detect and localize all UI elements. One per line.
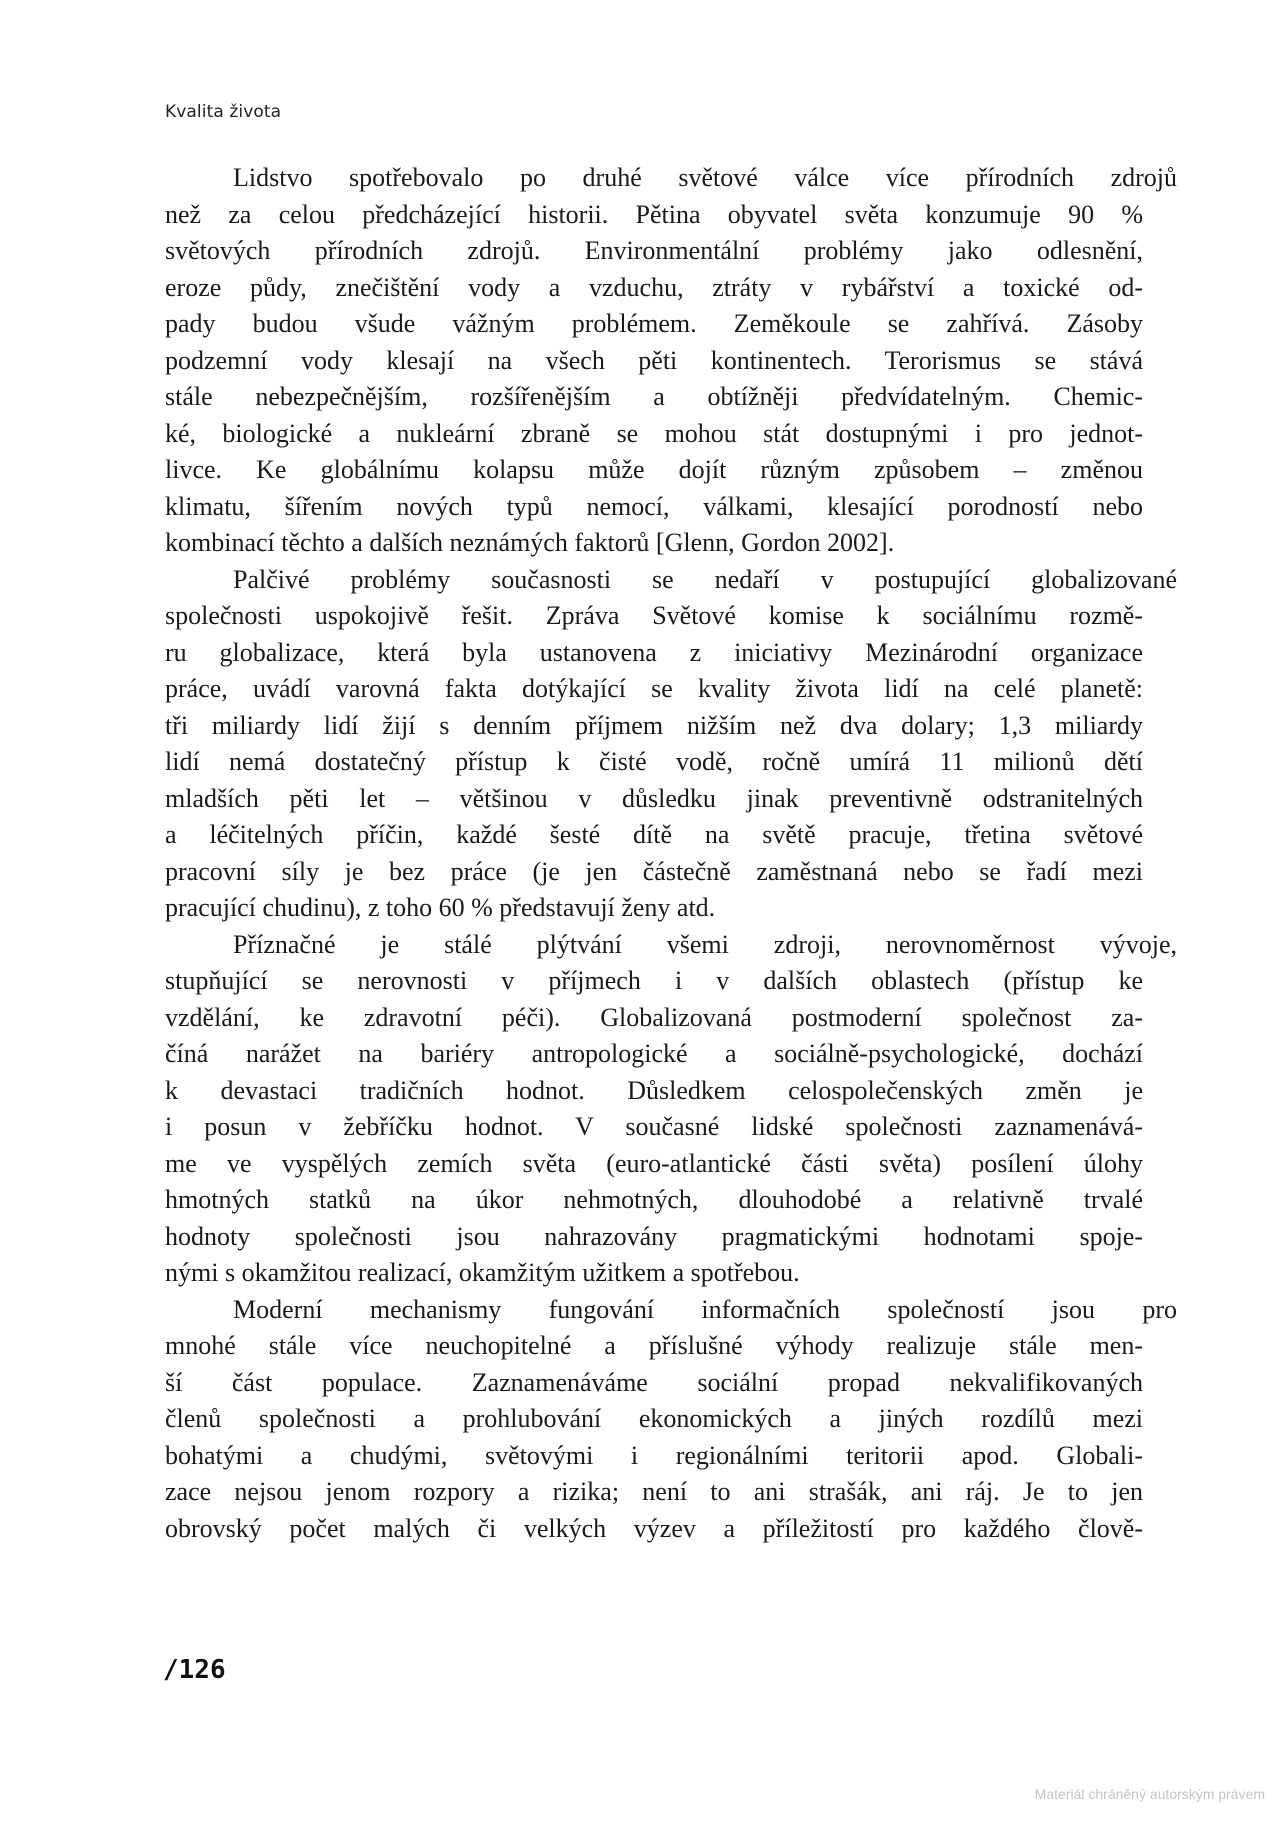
text-line: pady budou všude vážným problémem. Zeměkoule se zahřívá. Zásoby <box>165 309 1143 338</box>
text-line: obrovský počet malých či velkých výzev a příležitostí pro každého člově- <box>165 1513 1143 1543</box>
copyright-watermark: Materiál chráněný autorským právem <box>1034 1786 1265 1802</box>
body-text <box>165 160 1177 1547</box>
text-line: pracující chudinu), z toho 60 % představují ženy atd. <box>165 893 716 922</box>
paragraph-2 <box>165 562 1177 927</box>
running-head-title: Kvalita života <box>165 102 282 122</box>
text-line: Příznačné je stálé plýtvání všemi zdroji, nerovnoměrnost vývoje, <box>233 929 1177 959</box>
text-line: i posun v žebříčku hodnot. V současné lidské společnosti zaznamenává- <box>165 1112 1143 1141</box>
text-line: eroze půdy, znečištění vody a vzduchu, ztráty v rybářství a toxické od- <box>165 272 1143 302</box>
paragraph-1 <box>165 160 1177 562</box>
paragraph-4 <box>165 1292 1177 1548</box>
text-line: a léčitelných příčin, každé šesté dítě na světě pracuje, třetina světové <box>165 820 1143 849</box>
text-line: tři miliardy lidí žijí s denním příjmem nižším než dva dolary; 1,3 miliardy <box>165 710 1143 740</box>
text-line: ší část populace. Zaznamenáváme sociální propad nekvalifikovaných <box>165 1367 1143 1397</box>
paragraph-3 <box>165 927 1177 1292</box>
text-line: hodnoty společnosti jsou nahrazovány pragmatickými hodnotami spoje- <box>165 1221 1143 1251</box>
text-line: mladších pěti let – většinou v důsledku jinak preventivně odstranitelných <box>165 783 1143 813</box>
text-line: pracovní síly je bez práce (je jen částečně zaměstnaná nebo se řadí mezi <box>165 856 1143 886</box>
text-line: práce, uvádí varovná fakta dotýkající se kvality života lidí na celé planetě: <box>165 674 1143 703</box>
text-line: Palčivé problémy současnosti se nedaří v postupující globalizované <box>233 564 1177 594</box>
text-line: Moderní mechanismy fungování informačních společností jsou pro <box>233 1294 1177 1324</box>
text-line: vzdělání, ke zdravotní péči). Globalizovaná postmoderní společnost za- <box>165 1002 1143 1032</box>
text-line: ké, biologické a nukleární zbraně se mohou stát dostupnými i pro jednot- <box>165 418 1143 448</box>
text-line: členů společnosti a prohlubování ekonomických a jiných rozdílů mezi <box>165 1404 1143 1433</box>
page-number: /126 <box>163 1655 226 1685</box>
text-line: nými s okamžitou realizací, okamžitým užitkem a spotřebou. <box>165 1258 800 1287</box>
text-line: než za celou předcházející historii. Pětina obyvatel světa konzumuje 90 % <box>165 199 1143 229</box>
text-line: lidí nemá dostatečný přístup k čisté vodě, ročně umírá 11 milionů dětí <box>165 747 1143 776</box>
text-line: mnohé stále více neuchopitelné a příslušné výhody realizuje stále men- <box>165 1331 1143 1360</box>
text-line: číná narážet na bariéry antropologické a sociálně-psychologické, dochází <box>165 1039 1143 1068</box>
text-line: zace nejsou jenom rozpory a rizika; není to ani strašák, ani ráj. Je to jen <box>165 1477 1143 1506</box>
text-line: Lidstvo spotřebovalo po druhé světové válce více přírodních zdrojů <box>233 163 1177 192</box>
text-line: kombinací těchto a dalších neznámých faktorů [Glenn, Gordon 2002]. <box>165 528 895 557</box>
text-line: ru globalizace, která byla ustanovena z iniciativy Mezinárodní organizace <box>165 637 1143 667</box>
text-line: hmotných statků na úkor nehmotných, dlouhodobé a relativně trvalé <box>165 1185 1143 1214</box>
text-line: stupňující se nerovnosti v příjmech i v dalších oblastech (přístup ke <box>165 966 1143 995</box>
text-line: klimatu, šířením nových typů nemocí, válkami, klesající porodností nebo <box>165 491 1143 521</box>
text-line: me ve vyspělých zemích světa (euro-atlantické části světa) posílení úlohy <box>165 1148 1143 1178</box>
text-line: livce. Ke globálnímu kolapsu může dojít různým způsobem – změnou <box>165 455 1143 484</box>
text-line: společnosti uspokojivě řešit. Zpráva Světové komise k sociálnímu rozmě- <box>165 601 1143 630</box>
text-line: bohatými a chudými, světovými i regionálními teritorii apod. Globali- <box>165 1440 1143 1470</box>
text-line: světových přírodních zdrojů. Environmentální problémy jako odlesnění, <box>165 236 1143 265</box>
text-line: k devastaci tradičních hodnot. Důsledkem celospolečenských změn je <box>165 1075 1143 1105</box>
text-line: stále nebezpečnějším, rozšířenějším a obtížněji předvídatelným. Chemic- <box>165 382 1143 411</box>
text-line: podzemní vody klesají na všech pěti kontinentech. Terorismus se stává <box>165 345 1143 375</box>
